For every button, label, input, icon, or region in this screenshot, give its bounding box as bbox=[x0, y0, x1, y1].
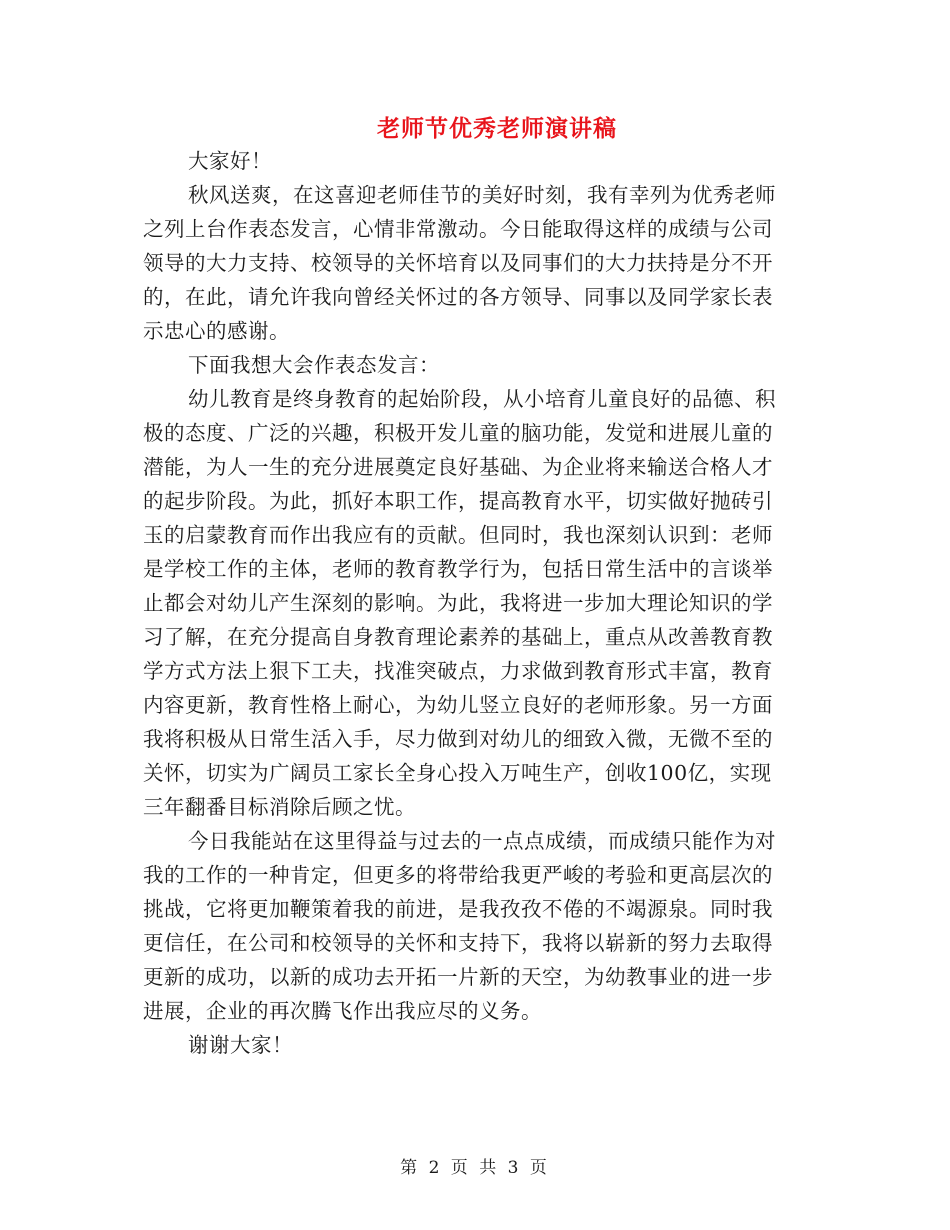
paragraph-line: 示忠心的感谢。 bbox=[143, 319, 290, 343]
paragraph-line: 挑战，它将更加鞭策着我的前进，是我孜孜不倦的不竭源泉。同时我 bbox=[143, 897, 773, 921]
paragraph-line: 更信任，在公司和校领导的关怀和支持下，我将以崭新的努力去取得 bbox=[143, 931, 773, 955]
paragraph-line: 的起步阶段。为此，抓好本职工作，提高教育水平，切实做好抛砖引 bbox=[143, 489, 773, 513]
paragraph-line: 我将积极从日常生活入手，尽力做到对幼儿的细致入微，无微不至的 bbox=[143, 727, 773, 751]
paragraph-line: 学方式方法上狠下工夫，找准突破点，力求做到教育形式丰富，教育 bbox=[143, 659, 773, 683]
paragraph-line: 幼儿教育是终身教育的起始阶段，从小培育儿童良好的品德、积 bbox=[188, 387, 776, 411]
document-title: 老师节优秀老师演讲稿 bbox=[377, 116, 617, 142]
paragraph-line: 更新的成功，以新的成功去开拓一片新的天空，为幼教事业的进一步 bbox=[143, 965, 773, 989]
paragraph-line: 潜能，为人一生的充分进展奠定良好基础、为企业将来输送合格人才 bbox=[143, 455, 773, 479]
paragraph-line: 极的态度、广泛的兴趣，积极开发儿童的脑功能，发觉和进展儿童的 bbox=[143, 421, 773, 445]
paragraph-line: 止都会对幼儿产生深刻的影响。为此，我将进一步加大理论知识的学 bbox=[143, 591, 773, 615]
paragraph-line: 大家好！ bbox=[188, 149, 272, 173]
paragraph-line: 内容更新，教育性格上耐心，为幼儿竖立良好的老师形象。另一方面 bbox=[143, 693, 773, 717]
paragraph-line: 是学校工作的主体，老师的教育教学行为，包括日常生活中的言谈举 bbox=[143, 557, 773, 581]
paragraph-line: 谢谢大家！ bbox=[188, 1033, 293, 1057]
document-body bbox=[143, 144, 807, 1062]
paragraph-line: 进展，企业的再次腾飞作出我应尽的义务。 bbox=[143, 999, 542, 1023]
paragraph-line: 习了解，在充分提高自身教育理论素养的基础上，重点从改善教育教 bbox=[143, 625, 773, 649]
paragraph-line: 我的工作的一种肯定，但更多的将带给我更严峻的考验和更高层次的 bbox=[143, 863, 773, 887]
page-footer: 第 2 页 共 3 页 bbox=[400, 1158, 550, 1178]
paragraph-line: 秋风送爽，在这喜迎老师佳节的美好时刻，我有幸列为优秀老师 bbox=[188, 183, 776, 207]
paragraph-line: 之列上台作表态发言，心情非常激动。今日能取得这样的成绩与公司 bbox=[143, 217, 773, 241]
paragraph-line: 领导的大力支持、校领导的关怀培育以及同事们的大力扶持是分不开 bbox=[143, 251, 773, 275]
paragraph-line: 关怀，切实为广阔员工家长全身心投入万吨生产，创收100亿，实现 bbox=[143, 761, 772, 785]
paragraph-line: 今日我能站在这里得益与过去的一点点成绩，而成绩只能作为对 bbox=[188, 829, 776, 853]
paragraph-line: 玉的启蒙教育而作出我应有的贡献。但同时，我也深刻认识到：老师 bbox=[143, 523, 773, 547]
paragraph-line: 下面我想大会作表态发言： bbox=[188, 353, 440, 377]
paragraph-line: 的，在此，请允许我向曾经关怀过的各方领导、同事以及同学家长表 bbox=[143, 285, 773, 309]
paragraph-line: 三年翻番目标消除后顾之忧。 bbox=[143, 795, 416, 819]
